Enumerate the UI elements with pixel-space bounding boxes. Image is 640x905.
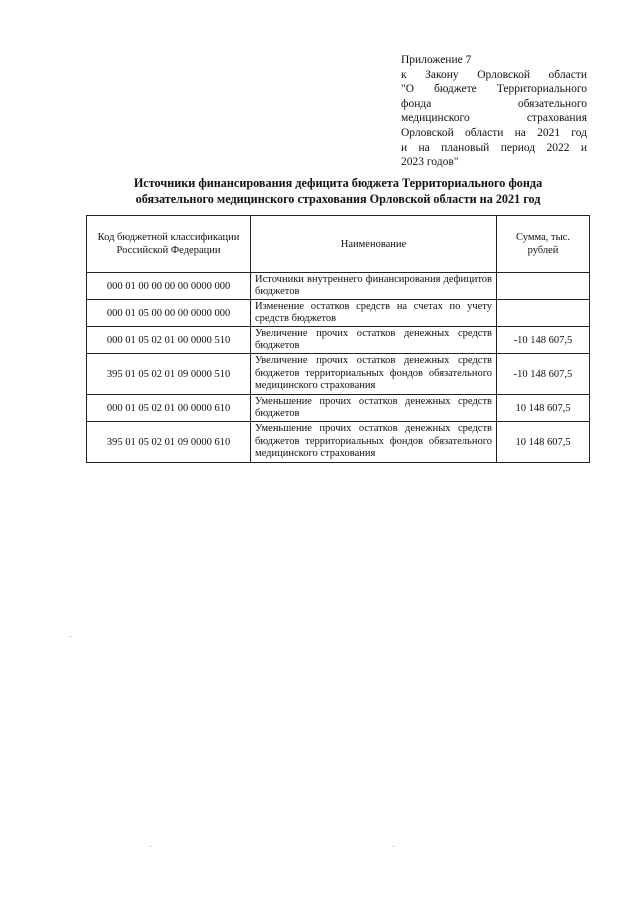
annex-line: Орловской области на 2021 год xyxy=(401,126,587,139)
table-row xyxy=(87,273,590,300)
row-code: 000 01 05 02 01 00 0000 510 xyxy=(87,327,251,354)
annex-line: 2023 годов" xyxy=(401,156,459,169)
row-name: Изменение остатков средств на счетах по учету средств бюджетов xyxy=(251,300,497,327)
sources-table xyxy=(86,215,590,463)
row-name: Увеличение прочих остатков денежных средств бюджетов xyxy=(251,327,497,354)
annex-line: Приложение 7 xyxy=(401,54,472,66)
scan-speck xyxy=(393,846,394,847)
row-sum: 10 148 607,5 xyxy=(497,395,590,422)
row-code: 000 01 00 00 00 00 0000 000 xyxy=(87,273,251,300)
table-row xyxy=(87,354,590,395)
document-title xyxy=(86,176,590,207)
scan-speck xyxy=(150,846,151,847)
row-code: 000 01 05 02 01 00 0000 610 xyxy=(87,395,251,422)
row-name: Источники внутреннего финансирования дефицитов бюджетов xyxy=(251,273,497,300)
annex-line: к Закону Орловской области xyxy=(401,68,587,81)
table-row xyxy=(87,327,590,354)
title-line: обязательного медицинского страхования Орловской области на 2021 год xyxy=(135,191,541,206)
row-sum xyxy=(497,300,590,327)
row-name: Уменьшение прочих остатков денежных средств бюджетов территориальных фондов обязательного медицинского страхования xyxy=(251,422,497,463)
table-row xyxy=(87,422,590,463)
annex-line: фонда обязательного xyxy=(401,97,587,110)
row-code: 395 01 05 02 01 09 0000 510 xyxy=(87,354,251,395)
title-line: Источники финансирования дефицита бюджета Территориального фонда xyxy=(133,176,543,190)
row-name: Увеличение прочих остатков денежных средств бюджетов территориальных фондов обязательного медицинского страхования xyxy=(251,354,497,395)
row-name: Уменьшение прочих остатков денежных средств бюджетов xyxy=(251,395,497,422)
row-sum xyxy=(497,273,590,300)
header-name: Наименование xyxy=(251,216,497,273)
table-row xyxy=(87,395,590,422)
table-row xyxy=(87,300,590,327)
row-sum: 10 148 607,5 xyxy=(497,422,590,463)
annex-line: и на плановый период 2022 и xyxy=(401,141,587,154)
row-sum: -10 148 607,5 xyxy=(497,327,590,354)
annex-line: "О бюджете Территориального xyxy=(401,83,587,96)
row-code: 000 01 05 00 00 00 0000 000 xyxy=(87,300,251,327)
header-code: Код бюджетной классификации Российской Федерации xyxy=(87,216,251,273)
annex-note xyxy=(401,53,587,170)
annex-line: медицинского страхования xyxy=(401,112,587,125)
table-header-row xyxy=(87,216,590,273)
scan-speck xyxy=(70,636,71,637)
header-sum: Сумма, тыс. рублей xyxy=(497,216,590,273)
row-sum: -10 148 607,5 xyxy=(497,354,590,395)
row-code: 395 01 05 02 01 09 0000 610 xyxy=(87,422,251,463)
